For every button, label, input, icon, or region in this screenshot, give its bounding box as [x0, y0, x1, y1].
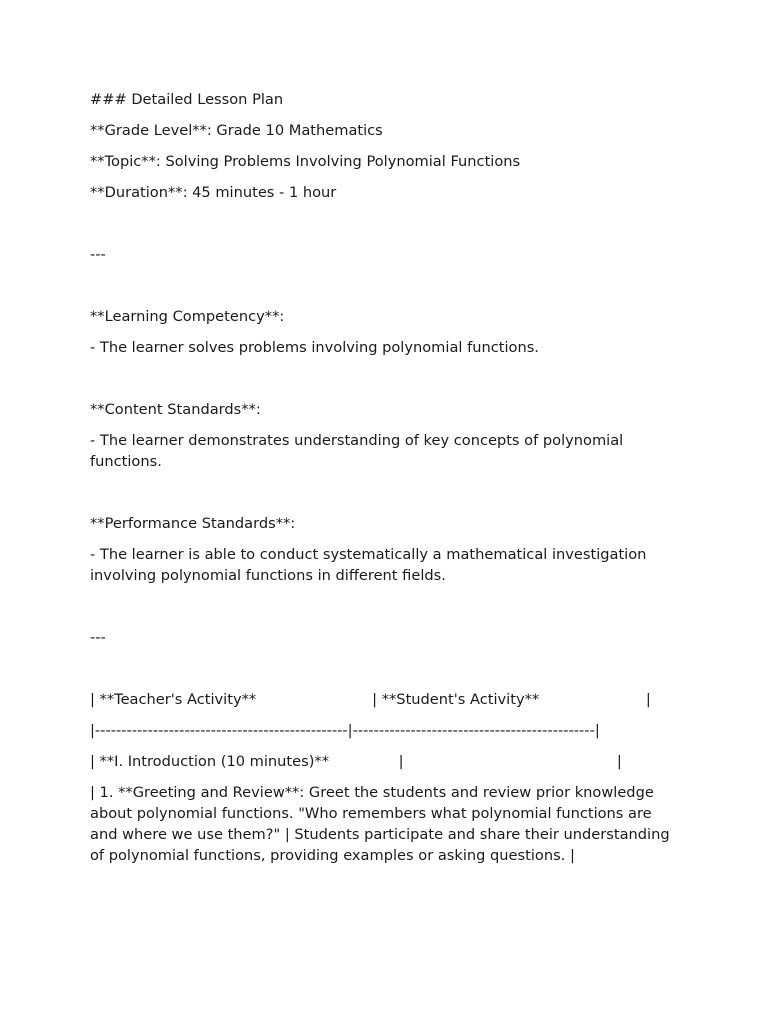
- performance-standards-item: - The learner is able to conduct systematically a mathematical investigation involving polynomial functions in different fields.: [90, 546, 652, 584]
- table-divider-row: |------------------------------------------------|----------------------------------------------|: [90, 722, 600, 739]
- separator-line: ---: [90, 629, 106, 646]
- lesson-plan-heading: ### Detailed Lesson Plan: [90, 91, 284, 108]
- duration-line: **Duration**: 45 minutes - 1 hour: [90, 184, 337, 201]
- grade-level-line: **Grade Level**: Grade 10 Mathematics: [90, 122, 383, 139]
- learning-competency-item: - The learner solves problems involving polynomial functions.: [90, 339, 539, 356]
- spacer: [90, 213, 680, 244]
- table-header-row: | **Teacher's Activity** | **Student's Activity** |: [90, 691, 651, 708]
- table-section-row: | **I. Introduction (10 minutes)** | |: [90, 753, 622, 770]
- spacer: [90, 368, 680, 399]
- topic-line: **Topic**: Solving Problems Involving Polynomial Functions: [90, 153, 521, 170]
- content-standards-label: **Content Standards**:: [90, 401, 261, 418]
- table-content-row: | 1. **Greeting and Review**: Greet the students and review prior knowledge about polynomial functions. "Who remembers what polynomial functions are and where we use them?" | Students participate and share their understanding of polynomial functions, providing examples or asking questions. |: [90, 784, 675, 864]
- content-standards-item: - The learner demonstrates understanding of key concepts of polynomial functions.: [90, 432, 628, 470]
- spacer: [90, 658, 680, 689]
- spacer: [90, 275, 680, 306]
- separator-line: ---: [90, 246, 106, 263]
- performance-standards-label: **Performance Standards**:: [90, 515, 296, 532]
- spacer: [90, 596, 680, 627]
- document-page: [90, 89, 680, 876]
- learning-competency-label: **Learning Competency**:: [90, 308, 285, 325]
- spacer: [90, 482, 680, 513]
